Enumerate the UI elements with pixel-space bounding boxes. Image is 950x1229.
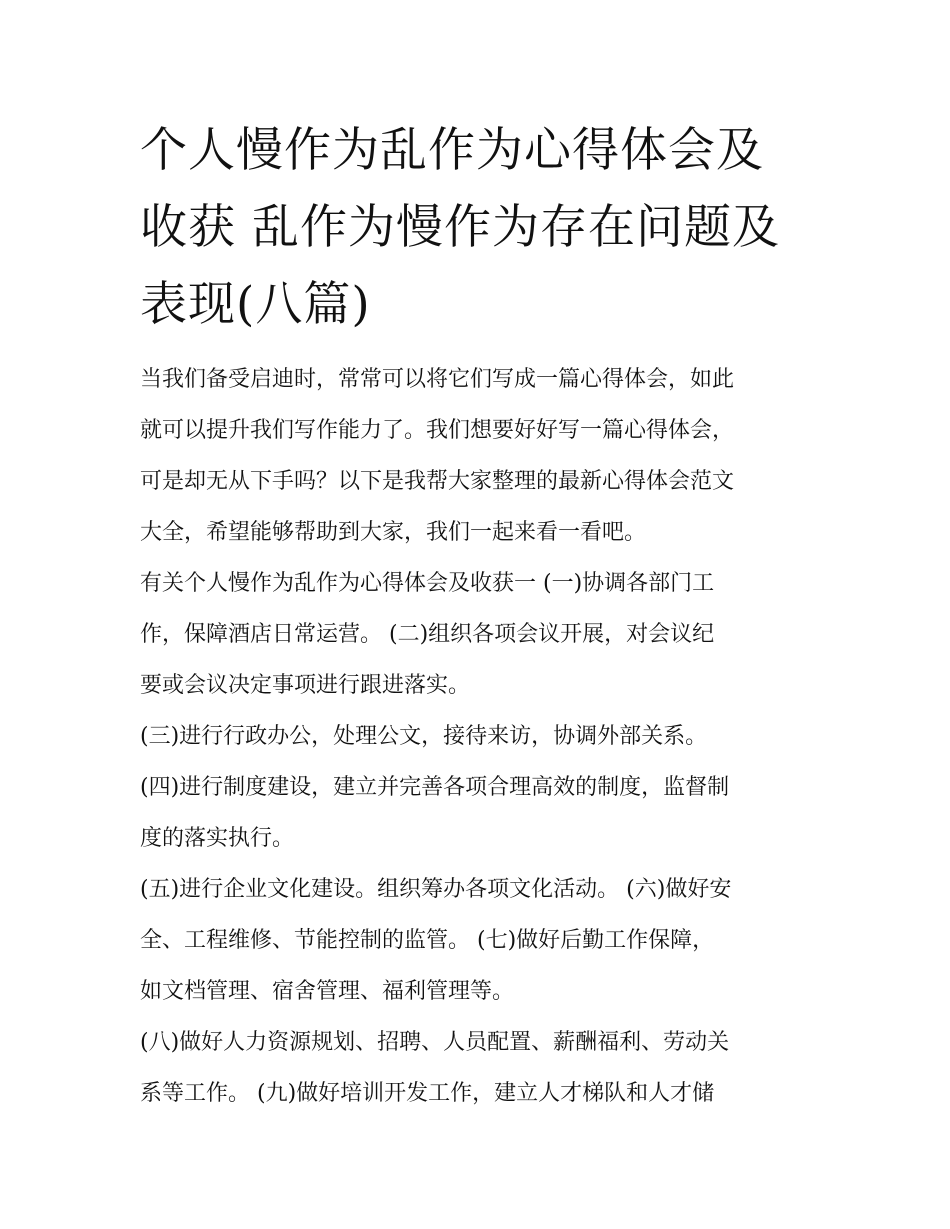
text-line: 作，保障酒店日常运营。 (二)组织各项会议开展，对会议纪	[140, 622, 715, 647]
text-line: (五)进行企业文化建设。组织筹办各项文化活动。 (六)做好安	[140, 877, 732, 902]
text-line: (八)做好人力资源规划、招聘、人员配置、薪酬福利、劳动关	[140, 1030, 730, 1055]
document-body	[140, 354, 830, 1119]
text-line: 可是却无从下手吗？以下是我帮大家整理的最新心得体会范文	[140, 469, 735, 494]
title-line: 表现(八篇)	[140, 277, 371, 332]
text-line: 全、工程维修、节能控制的监管。 (七)做好后勤工作保障，	[140, 928, 715, 953]
paragraph-item-eight	[140, 1017, 830, 1119]
text-line: 就可以提升我们写作能力了。我们想要好好写一篇心得体会，	[140, 418, 735, 443]
title-line: 个人慢作为乱作为心得体会及	[140, 123, 764, 178]
paragraph-intro	[140, 354, 830, 558]
text-line: 大全，希望能够帮助到大家，我们一起来看一看吧。	[140, 520, 647, 545]
document-title	[140, 112, 830, 343]
paragraph-item-five	[140, 864, 830, 1017]
text-line: 系等工作。 (九)做好培训开发工作，建立人才梯队和人才储	[140, 1081, 715, 1106]
paragraph-item-four	[140, 762, 830, 864]
paragraph-section-one	[140, 558, 830, 711]
text-line: 度的落实执行。	[140, 826, 295, 851]
text-line: (三)进行行政办公，处理公文，接待来访，协调外部关系。	[140, 724, 708, 749]
text-line: 有关个人慢作为乱作为心得体会及收获一 (一)协调各部门工	[140, 571, 715, 596]
text-line: 如文档管理、宿舍管理、福利管理等。	[140, 979, 515, 1004]
paragraph-item-three	[140, 711, 830, 762]
text-line: 要或会议决定事项进行跟进落实。	[140, 673, 471, 698]
text-line: (四)进行制度建设，建立并完善各项合理高效的制度，监督制	[140, 775, 730, 800]
title-line: 收获 乱作为慢作为存在问题及	[140, 200, 780, 255]
text-line: 当我们备受启迪时，常常可以将它们写成一篇心得体会，如此	[140, 367, 735, 392]
